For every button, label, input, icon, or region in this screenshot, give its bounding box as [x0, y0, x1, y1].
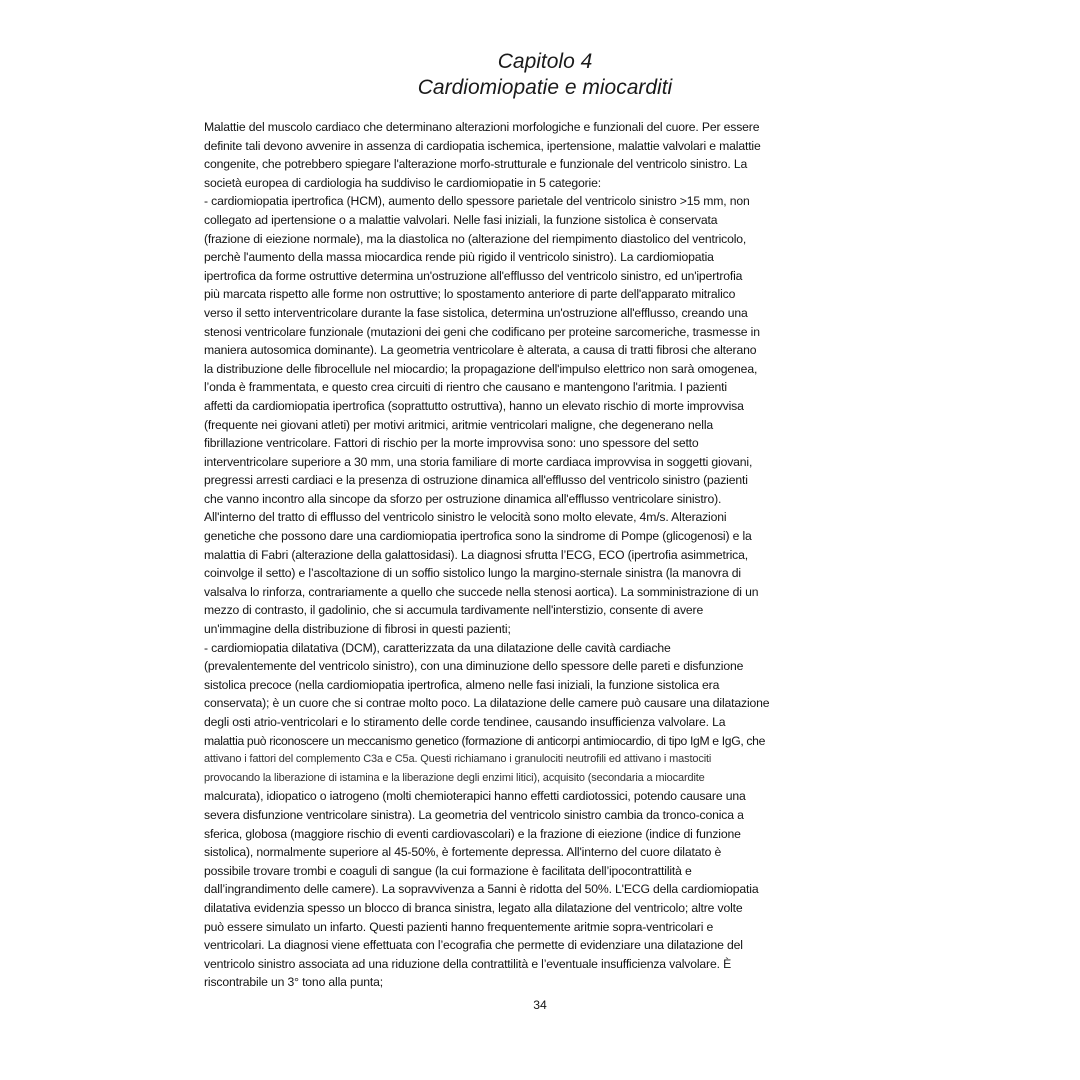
text-line: pregressi arresti cardiaci e la presenza di ostruzione dinamica all'efflusso del ventricolo sinistro (pazienti [204, 473, 748, 488]
text-line: perchè l'aumento della massa miocardica rende più rigido il ventricolo sinistro). La cardiomiopatia [204, 250, 714, 265]
text-line: riscontrabile un 3° tono alla punta; [204, 975, 384, 990]
text-line: collegato ad ipertensione o a malattie valvolari. Nelle fasi iniziali, la funzione sistolica è conservata [204, 212, 718, 227]
text-line: (frazione di eiezione normale), ma la diastolica no (alterazione del riempimento diastolico del ventricolo, [204, 231, 747, 246]
text-line: malattia può riconoscere un meccanismo genetico (formazione di anticorpi antimiocardio, di tipo IgM e IgG, che [204, 733, 766, 748]
text-line: interventricolare superiore a 30 mm, una storia familiare di morte cardiaca improvvisa in soggetti giovani, [204, 454, 753, 469]
text-line: ventricolo sinistro associata ad una riduzione della contrattilità e l’eventuale insufficienza valvolare. È [204, 956, 732, 971]
text-line: la distribuzione delle fibrocellule nel miocardio; la propagazione dell'impulso elettrico non sarà omogenea, [204, 361, 758, 376]
text-line: possibile trovare trombi e coaguli di sangue (la cui formazione è facilitata dell’ipocontrattilità e [204, 863, 692, 878]
text-line: (prevalentemente del ventricolo sinistro), con una diminuzione dello spessore delle pareti e disfunzione [204, 659, 744, 674]
text-line: maniera autosomica dominante). La geometria ventricolare è alterata, a causa di tratti fibrosi che alterano [204, 343, 757, 358]
text-line: può essere simulato un infarto. Questi pazienti hanno frequentemente aritmie sopra-ventricolari e [204, 919, 714, 934]
text-line: coinvolge il setto) e l’ascoltazione di un soffio sistolico lungo la margino-sternale sinistra (la manovra di [204, 566, 741, 581]
text-line: che vanno incontro alla sincope da sforzo per ostruzione dinamica all'efflusso ventricolare sinistro). [204, 491, 722, 506]
chapter-title: Cardiomiopatie e miocarditi [417, 76, 673, 99]
text-line: ventricolari. La diagnosi viene effettuata con l’ecografia che permette di evidenziare una dilatazione del [204, 938, 743, 953]
text-line: definite tali devono avvenire in assenza di cardiopatia ischemica, ipertensione, malattie valvolari e malattie [204, 138, 761, 153]
text-line: ipertrofica da forme ostruttive determina un'ostruzione all'efflusso del ventricolo sinistro, ed un'ipertrofia [204, 268, 743, 283]
text-line: affetti da cardiomiopatia ipertrofica (soprattutto ostruttiva), hanno un elevato rischio di morte improvvisa [204, 398, 744, 413]
text-line: attivano i fattori del complemento C3a e C5a. Questi richiamano i granulociti neutrofili ed attivano i mastociti [204, 753, 712, 766]
chapter-number: Capitolo 4 [497, 50, 593, 73]
text-line: sistolica), normalmente superiore al 45-50%, è fortemente depressa. All'interno del cuore dilatato è [204, 845, 722, 860]
text-line: società europea di cardiologia ha suddiviso le cardiomiopatie in 5 categorie: [204, 175, 601, 190]
body-text [204, 118, 924, 992]
text-line: severa disfunzione ventricolare sinistra). La geometria del ventricolo sinistro cambia da tronco-conica a [204, 807, 744, 822]
text-line: fibrillazione ventricolare. Fattori di rischio per la morte improvvisa sono: uno spessore del setto [204, 436, 699, 451]
text-line: provocando la liberazione di istamina e la liberazione degli enzimi litici), acquisito (secondaria a miocardite [204, 771, 705, 784]
text-line: Malattie del muscolo cardiaco che determinano alterazioni morfologiche e funzionali del cuore. Per essere [204, 120, 760, 134]
text-line: malattia di Fabri (alterazione della galattosidasi). La diagnosi sfrutta l’ECG, ECO (ipertrofia asimmetrica, [204, 547, 748, 562]
text-line: dilatativa evidenzia spesso un blocco di branca sinistra, legato alla dilatazione del ventricolo; altre volte [204, 900, 743, 915]
text-line: dall’ingrandimento delle camere). La sopravvivenza a 5anni è ridotta del 50%. L'ECG della cardiomiopatia [204, 882, 759, 897]
text-line: malcurata), idiopatico o iatrogeno (molti chemioterapici hanno effetti cardiotossici, potendo causare una [204, 789, 746, 804]
text-line: All'interno del tratto di efflusso del ventricolo sinistro le velocità sono molto elevate, 4m/s. Alterazioni [204, 510, 727, 525]
text-line: verso il setto interventricolare durante la fase sistolica, determina un'ostruzione all'efflusso, creando una [204, 305, 748, 320]
text-line: - cardiomiopatia dilatativa (DCM), caratterizzata da una dilatazione delle cavità cardiache [204, 640, 671, 655]
page-number: 34 [533, 998, 547, 1012]
text-line: più marcata rispetto alle forme non ostruttive; lo spostamento anteriore di parte dell'apparato mitralico [204, 287, 736, 302]
text-line: stenosi ventricolare funzionale (mutazioni dei geni che codificano per proteine sarcomeriche, trasmesse in [204, 324, 760, 339]
text-line: conservata); è un cuore che si contrae molto poco. La dilatazione delle camere può causare una dilatazione [204, 696, 770, 711]
text-line: l’onda è frammentata, e questo crea circuiti di rientro che causano e mantengono l'aritmia. I pazienti [204, 380, 727, 395]
text-line: mezzo di contrasto, il gadolinio, che si accumula tardivamente nell'interstizio, consente di avere [204, 603, 704, 618]
text-line: congenite, che potrebbero spiegare l'alterazione morfo-strutturale e funzionale del ventricolo sinistro. La [204, 157, 748, 172]
text-line: genetiche che possono dare una cardiomiopatia ipertrofica sono la sindrome di Pompe (glicogenosi) e la [204, 529, 752, 544]
text-line: valsalva lo rinforza, contrariamente a quello che succede nella stenosi aortica). La somministrazione di un [204, 584, 759, 599]
text-line: sferica, globosa (maggiore rischio di eventi cardiovascolari) e la frazione di eiezione (indice di funzione [204, 826, 741, 841]
text-line: - cardiomiopatia ipertrofica (HCM), aumento dello spessore parietale del ventricolo sinistro >15 mm, non [204, 194, 750, 209]
text-line: un'immagine della distribuzione di fibrosi in questi pazienti; [204, 622, 511, 637]
text-line: degli osti atrio-ventricolari e lo stiramento delle corde tendinee, causando insufficienza valvolare. La [204, 715, 726, 729]
text-line: (frequente nei giovani atleti) per motivi aritmici, aritmie ventricolari maligne, che degenerano nella [204, 417, 714, 432]
text-line: sistolica precoce (nella cardiomiopatia ipertrofica, almeno nelle fasi iniziali, la funzione sistolica era [204, 677, 720, 692]
